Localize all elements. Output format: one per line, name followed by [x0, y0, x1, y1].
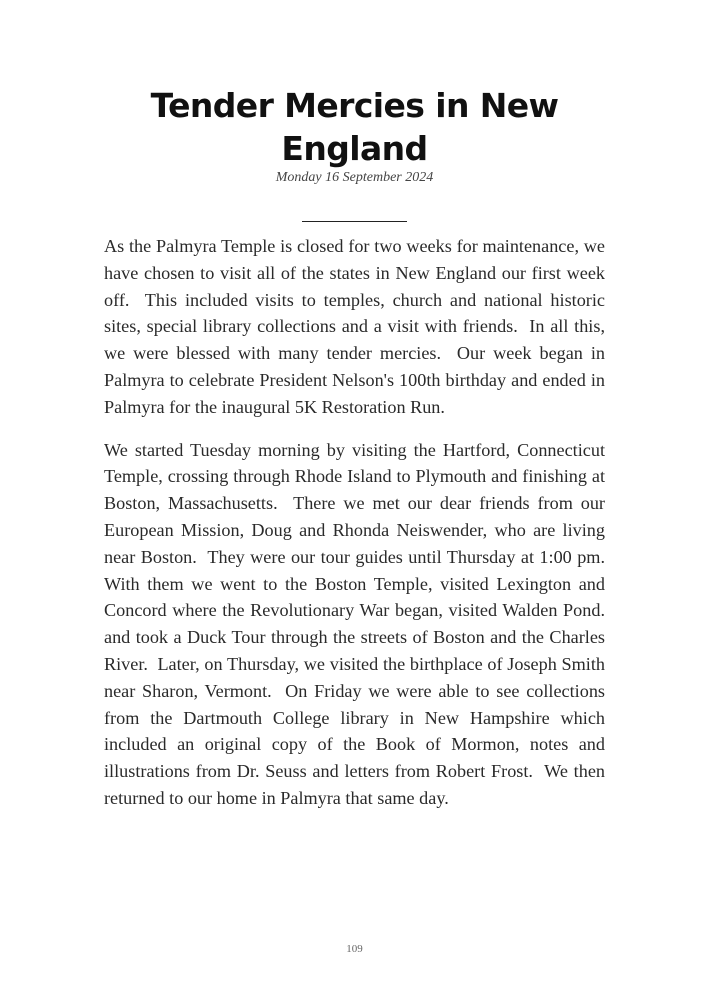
- paragraph-1: As the Palmyra Temple is closed for two weeks for maintenance, we have chosen to visit all of the states in New England our first week off. This included visits to temples, church and national historic sites, special library collections and a visit with friends. In all this, we were blessed with many tender mercies. Our week began in Palmyra to celebrate President Nelson's 100th birthday and ended in Palmyra for the inaugural 5K Restoration Run.: [104, 236, 610, 417]
- article-body: [104, 233, 615, 828]
- page-title: Tender Mercies in New England: [150, 86, 559, 168]
- title-divider: [302, 221, 407, 222]
- page-number: 109: [346, 943, 363, 955]
- paragraph-2: We started Tuesday morning by visiting the Hartford, Connecticut Temple, crossing through Rhode Island to Plymouth and finishing at Boston, Massachusetts. There we met our dear friends from our European Mission, Doug and Rhonda Neiswender, who are living near Boston. They were our tour guides until Thursday at 1:00 pm. With them we went to the Boston Temple, visited Lexington and Concord where the Revolutionary War began, visited Walden Pond. and took a Duck Tour through the streets of Boston and the Charles River. Later, on Thursday, we visited the birthplace of Joseph Smith near Sharon, Vermont. On Friday we were able to see collections from the Dartmouth College library in New Hampshire which included an original copy of the Book of Mormon, notes and illustrations from Dr. Seuss and letters from Robert Frost. We then returned to our home in Palmyra that same day.: [104, 439, 615, 808]
- post-date: Monday 16 September 2024: [275, 170, 434, 185]
